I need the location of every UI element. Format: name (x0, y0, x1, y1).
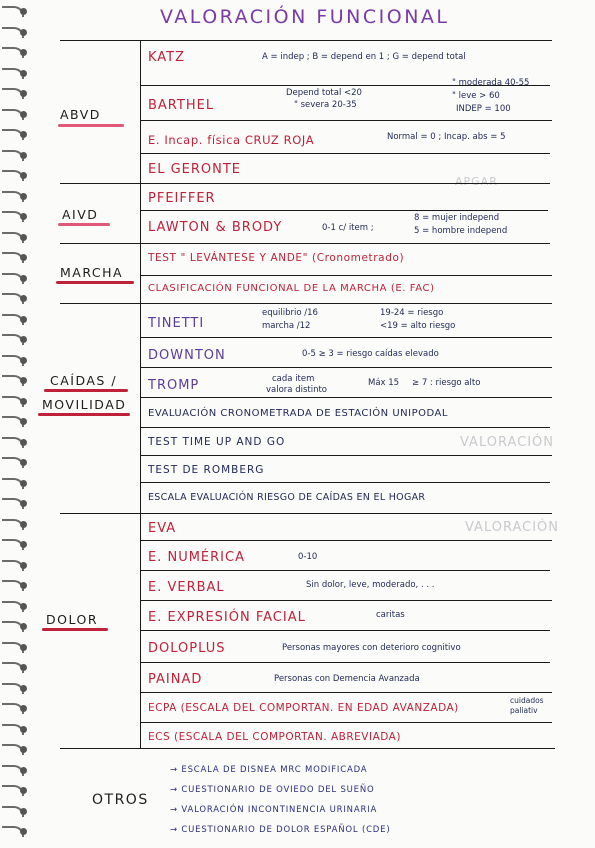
spiral-ring (2, 6, 28, 18)
row-downton: DOWNTON (148, 348, 226, 363)
row-eva: EVA (148, 521, 177, 536)
spiral-ring (2, 211, 28, 223)
note-tromp-1: cada item (272, 374, 315, 384)
spiral-binding (0, 0, 30, 848)
otros-item: → ESCALA DE DISNEA MRC MODIFICADA (170, 765, 368, 775)
spiral-ring (2, 27, 28, 39)
table-rule (140, 275, 552, 276)
spiral-ring (2, 601, 28, 613)
spiral-ring (2, 539, 28, 551)
spiral-ring (2, 724, 28, 736)
category-caidas: CAÍDAS / (50, 373, 118, 388)
note-lawton-2: 8 = mujer independ (414, 213, 500, 223)
note-tinetti-1: equilibrio /16 (262, 308, 318, 318)
category-marcha: MARCHA (60, 265, 124, 280)
spiral-ring (2, 642, 28, 654)
row-e-numerica: E. NUMÉRICA (148, 550, 245, 565)
table-rule (140, 337, 552, 338)
row-tinetti: TINETTI (148, 316, 205, 331)
row-ecs: ECS (ESCALA DEL COMPORTAN. ABREVIADA) (148, 731, 401, 743)
spiral-ring (2, 703, 28, 715)
spiral-ring (2, 416, 28, 428)
row-riesgo-hogar: ESCALA EVALUACIÓN RIESGO DE CAÍDAS EN EL HOGAR (148, 492, 426, 503)
spiral-ring (2, 252, 28, 264)
category-underline (38, 413, 130, 416)
spiral-ring (2, 293, 28, 305)
row-katz: KATZ (148, 50, 186, 65)
spiral-ring (2, 765, 28, 777)
spiral-ring (2, 519, 28, 531)
spiral-ring (2, 662, 28, 674)
row-ecpa: ECPA (ESCALA DEL COMPORTAN. EN EDAD AVANZADA) (148, 702, 459, 714)
note-downton: 0-5 ≥ 3 = riesgo caídas elevado (302, 349, 439, 359)
table-rule (140, 692, 552, 693)
row-doloplus: DOLOPLUS (148, 641, 226, 656)
spiral-ring (2, 621, 28, 633)
note-barthel-1: Depend total <20 (286, 88, 362, 98)
note-doloplus: Personas mayores con deterioro cognitivo (282, 643, 461, 653)
spiral-ring (2, 47, 28, 59)
spiral-ring (2, 744, 28, 756)
otros-item: → CUESTIONARIO DE OVIEDO DEL SUEÑO (170, 785, 375, 795)
spiral-ring (2, 560, 28, 572)
category-underline (56, 281, 134, 284)
spiral-ring (2, 150, 28, 162)
spiral-ring (2, 273, 28, 285)
note-painad: Personas con Demencia Avanzada (274, 674, 420, 684)
spiral-ring (2, 375, 28, 387)
note-katz: A = indep ; B = depend en 1 ; G = depend total (262, 52, 466, 62)
note-tromp-3: Máx 15 (368, 378, 400, 388)
row-time-up-go: TEST TIME UP AND GO (148, 436, 286, 448)
spiral-ring (2, 785, 28, 797)
note-tromp-2: valora distinto (266, 385, 328, 395)
note-ecpa-2: paliativ (510, 706, 538, 715)
category-underline (58, 124, 124, 127)
spiral-ring (2, 498, 28, 510)
note-cruz-roja: Normal = 0 ; Incap. abs = 5 (387, 132, 506, 142)
spiral-ring (2, 457, 28, 469)
table-rule (140, 120, 552, 121)
show-through-text: VALORACIÓN (460, 435, 555, 450)
row-painad: PAINAD (148, 672, 203, 687)
category-aivd: AIVD (62, 207, 99, 222)
otros-item: → VALORACIÓN INCONTINENCIA URINARIA (170, 805, 378, 815)
category-abvd: ABVD (60, 107, 101, 122)
row-cruz-roja: E. Incap. física CRUZ ROJA (148, 133, 315, 147)
note-tinetti-4: <19 = alto riesgo (380, 321, 456, 331)
page-title: VALORACIÓN FUNCIONAL (160, 6, 450, 28)
table-rule (140, 455, 552, 456)
table-rule (140, 153, 550, 154)
table-rule (140, 210, 548, 211)
otros-item: → CUESTIONARIO DE DOLOR ESPAÑOL (CDE) (170, 825, 391, 835)
spiral-ring (2, 806, 28, 818)
row-test-levantese: TEST " LEVÁNTESE Y ANDE" (Cronometrado) (148, 252, 405, 264)
spiral-ring (2, 334, 28, 346)
category-dolor: DOLOR (46, 612, 99, 627)
category-otros: OTROS (92, 792, 149, 808)
row-pfeiffer: PFEIFFER (148, 191, 216, 206)
table-rule (140, 600, 552, 601)
row-e-verbal: E. VERBAL (148, 580, 225, 595)
note-barthel-5: INDEP = 100 (456, 104, 511, 114)
spiral-ring (2, 826, 28, 838)
note-barthel-2: " severa 20-35 (294, 100, 357, 110)
table-rule (140, 722, 552, 723)
table-rule (140, 397, 552, 398)
table-rule (140, 570, 550, 571)
row-e-facial: E. EXPRESIÓN FACIAL (148, 610, 306, 625)
show-through-text: APGAR (455, 175, 498, 188)
table-rule (140, 367, 552, 368)
category-underline (58, 223, 110, 226)
table-rule (140, 540, 552, 541)
table-rule (60, 243, 550, 244)
table-rule (60, 303, 552, 304)
table-rule (60, 748, 555, 749)
spiral-ring (2, 232, 28, 244)
category-underline (44, 389, 128, 392)
table-rule (60, 513, 552, 514)
category-underline (42, 628, 108, 631)
note-tinetti-2: marcha /12 (262, 321, 311, 331)
spiral-ring (2, 88, 28, 100)
spiral-ring (2, 355, 28, 367)
spiral-ring (2, 437, 28, 449)
note-ecpa-1: cuidados (510, 696, 544, 705)
row-barthel: BARTHEL (148, 98, 215, 113)
spiral-ring (2, 478, 28, 490)
spiral-ring (2, 191, 28, 203)
table-rule (140, 662, 550, 663)
spiral-ring (2, 683, 28, 695)
table-rule (140, 482, 550, 483)
note-tromp-4: ≥ 7 : riesgo alto (412, 378, 481, 388)
show-through-text: VALORACIÓN (465, 520, 560, 535)
spiral-ring (2, 68, 28, 80)
row-romberg: TEST DE ROMBERG (148, 464, 265, 476)
table-rule (60, 40, 552, 41)
table-rule (60, 183, 550, 184)
note-e-facial: caritas (376, 610, 405, 620)
spiral-ring (2, 314, 28, 326)
note-e-numerica: 0-10 (298, 552, 318, 562)
table-rule (140, 427, 550, 428)
category-movilidad: MOVILIDAD (42, 397, 127, 412)
spiral-ring (2, 170, 28, 182)
row-tromp: TROMP (148, 378, 200, 393)
row-clasificacion-marcha: CLASIFICACIÓN FUNCIONAL DE LA MARCHA (E. FAC) (148, 283, 435, 294)
spiral-ring (2, 109, 28, 121)
note-lawton-1: 0-1 c/ item ; (322, 223, 374, 233)
note-e-verbal: Sin dolor, leve, moderado, . . . (306, 580, 435, 590)
note-tinetti-3: 19-24 = riesgo (380, 308, 444, 318)
note-barthel-3: " moderada 40-55 (452, 78, 530, 88)
table-column-divider (140, 40, 141, 748)
spiral-ring (2, 580, 28, 592)
row-evaluacion-unipodal: EVALUACIÓN CRONOMETRADA DE ESTACIÓN UNIPODAL (148, 408, 448, 419)
spiral-ring (2, 396, 28, 408)
spiral-ring (2, 129, 28, 141)
note-lawton-3: 5 = hombre independ (414, 226, 508, 236)
row-geronte: EL GERONTE (148, 162, 242, 177)
note-barthel-4: " leve > 60 (452, 91, 500, 101)
table-rule (140, 630, 550, 631)
row-lawton: LAWTON & BRODY (148, 220, 283, 235)
